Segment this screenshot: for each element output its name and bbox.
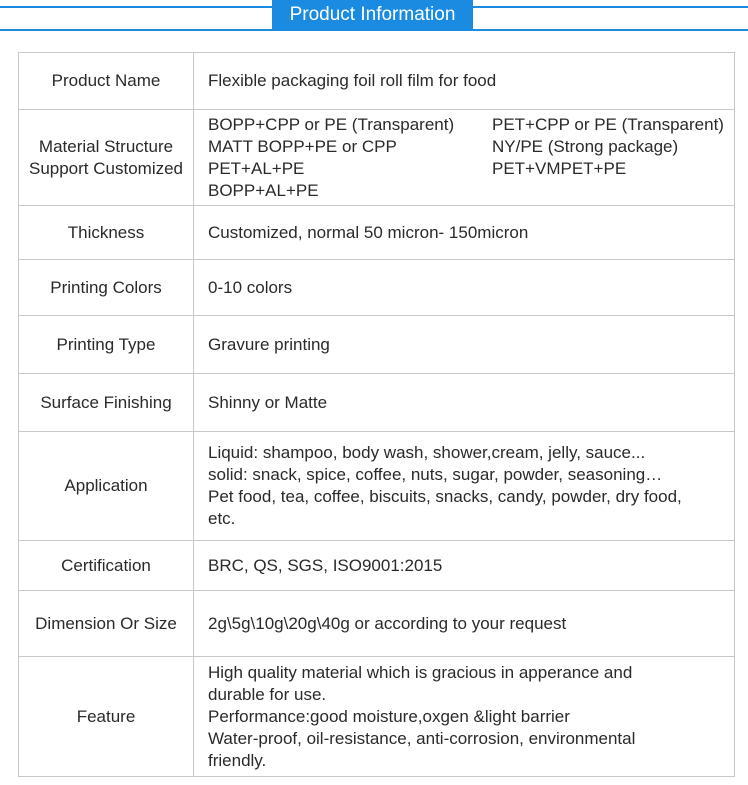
label-line: Support Customized [28,158,184,178]
row-label [19,110,194,206]
value-line: solid: snack, spice, coffee, nuts, sugar, powder, seasoning… [208,465,663,484]
value-line: Performance:good moisture,oxgen &light barrier [208,706,570,726]
table-row [19,260,735,316]
product-info-table [18,52,735,777]
row-value [194,432,735,541]
row-value: Customized, normal 50 micron- 150micron [194,206,735,260]
row-label: Printing Colors [19,260,194,316]
label-line: Material Structure [38,136,174,156]
material-item: BOPP+AL+PE [208,180,319,200]
row-value [194,657,735,777]
section-header [0,0,748,31]
table-row [19,657,735,777]
material-item: PET+AL+PE [208,158,305,178]
value-line: Water-proof, oil-resistance, anti-corrosion, environmental [208,728,636,748]
row-label: Thickness [19,206,194,260]
row-value: Gravure printing [194,316,735,374]
material-item: BOPP+CPP or PE (Transparent) [208,114,455,134]
row-label: Dimension Or Size [19,591,194,657]
table-row [19,316,735,374]
row-value: 2g\5g\10g\20g\40g or according to your request [194,591,735,657]
table-row [19,591,735,657]
row-label: Certification [19,541,194,591]
value-line: Liquid: shampoo, body wash, shower,cream, jelly, sauce... [208,443,646,462]
material-column [208,114,492,202]
table-row [19,374,735,432]
table-row [19,110,735,206]
row-value: BRC, QS, SGS, ISO9001:2015 [194,541,735,591]
row-label: Surface Finishing [19,374,194,432]
row-label: Product Name [19,53,194,110]
material-item: MATT BOPP+PE or CPP [208,136,397,156]
table-row [19,432,735,541]
row-value: 0-10 colors [194,260,735,316]
material-item: NY/PE (Strong package) [492,136,679,156]
section-title: Product Information [272,0,473,31]
value-line: Pet food, tea, coffee, biscuits, snacks, candy, powder, dry food, [208,487,682,506]
row-value: Flexible packaging foil roll film for food [194,53,735,110]
material-item: PET+CPP or PE (Transparent) [492,114,724,134]
row-value: Shinny or Matte [194,374,735,432]
table-row [19,541,735,591]
row-label: Application [19,432,194,541]
value-line: etc. [208,509,236,528]
row-value [194,110,735,206]
table-row [19,53,735,110]
value-line: durable for use. [208,684,327,704]
material-column [492,114,732,202]
row-label: Feature [19,657,194,777]
value-line: High quality material which is gracious in apperance and [208,662,633,682]
material-item: PET+VMPET+PE [492,158,627,178]
table-row [19,206,735,260]
material-grid [208,114,734,202]
value-line: friendly. [208,750,267,770]
row-label: Printing Type [19,316,194,374]
